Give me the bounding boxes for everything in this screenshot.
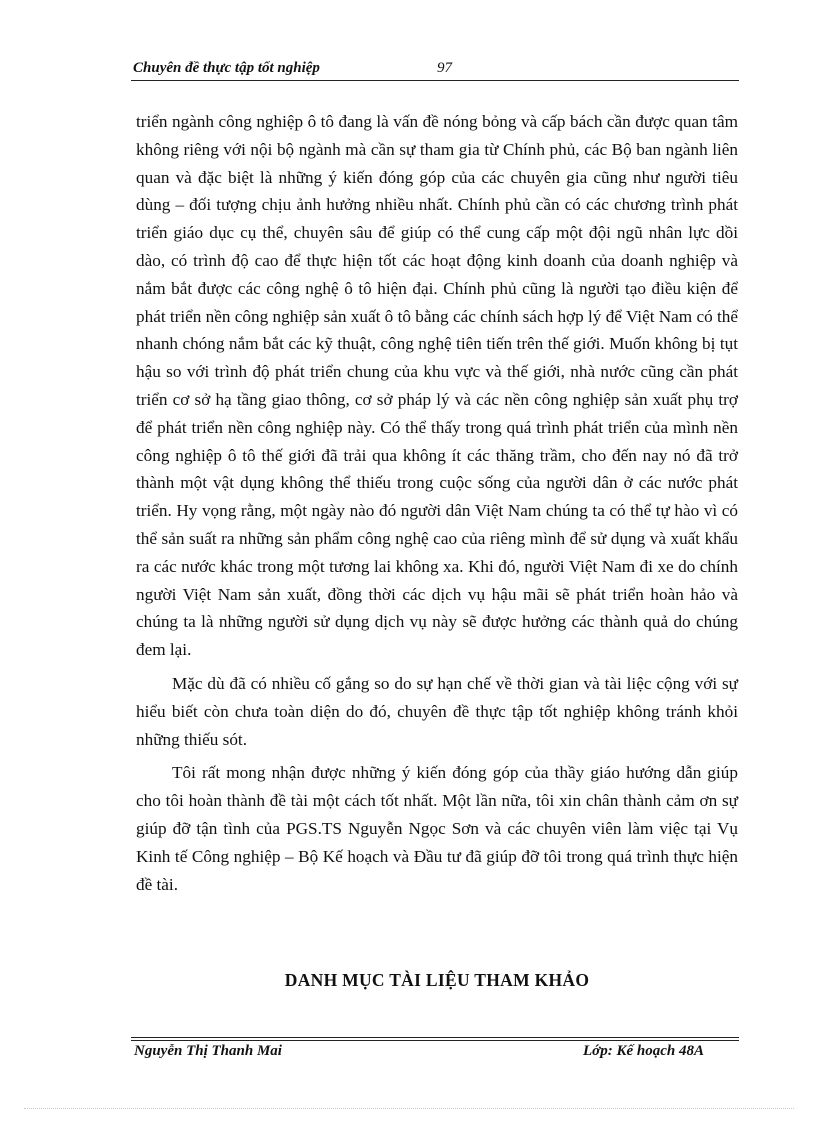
page-number: 97 — [437, 60, 452, 76]
paragraph-3: Tôi rất mong nhận được những ý kiến đóng góp của thầy giáo hướng dẫn giúp cho tôi hoàn thành đề tài một cách tốt nhất. Một lần nữa, tôi xin chân thành cảm ơn sự giúp đỡ tận tình của PGS.TS Nguyễn Ngọc Sơn và các chuyên viên làm việc tại Vụ Kinh tế Công nghiệp – Bộ Kế hoạch và Đầu tư đã giúp đỡ tôi trong quá trình thực hiện đề tài. — [136, 763, 738, 894]
footer-rule-top — [131, 1037, 739, 1038]
header-rule — [131, 80, 739, 81]
section-title: DANH MỤC TÀI LIỆU THAM KHẢO — [284, 970, 590, 990]
body-text — [136, 108, 738, 898]
page-header — [131, 58, 739, 84]
footer-rule-bottom — [131, 1040, 739, 1041]
page-edge — [24, 1108, 794, 1109]
header-title: Chuyên đề thực tập tốt nghiệp — [133, 60, 320, 76]
footer-class: Lớp: Kế hoạch 48A — [583, 1043, 704, 1059]
footer-author: Nguyễn Thị Thanh Mai — [134, 1043, 282, 1059]
paragraph-1: triển ngành công nghiệp ô tô đang là vấn đề nóng bỏng và cấp bách cần được quan tâm không riêng với nội bộ ngành mà cần sự tham gia từ Chính phủ, các Bộ ban ngành liên quan và đặc biệt là những ý kiến đóng góp của các chuyên gia cũng như người tiêu dùng – đối tượng chịu ảnh hưởng nhiều nhất. Chính phủ cần có các chương trình phát triển giáo dục cụ thể, chuyên sâu để giúp có thể cung cấp một đội ngũ nhân lực dồi dào, có trình độ cao để thực hiện tốt các hoạt động kinh doanh của doanh nghiệp và nắm bắt được các công nghệ ô tô hiện đại. Chính phủ cũng là người tạo điều kiện để phát triển nền công nghiệp sản xuất ô tô bằng các chính sách hợp lý để Việt Nam có thể nhanh chóng nắm bắt các kỹ thuật, công nghệ tiên tiến trên thế giới. Muốn không bị tụt hậu so với trình độ phát triển chung của khu vực và thế giới, nhà nước cũng cần phát triển cơ sở hạ tầng giao thông, cơ sở pháp lý và các nền công nghiệp sản xuất phụ trợ để phát triển nền công nghiệp này. Có thể thấy trong quá trình phát triển của mình nền công nghiệp ô tô thế giới đã trải qua không ít các thăng trầm, cho đến nay nó đã trở thành một vật dụng không thể thiếu trong cuộc sống của người dân ở các nước phát triển. Hy vọng rằng, một ngày nào đó người dân Việt Nam chúng ta có thể tự hào vì có thể sản suất ra những sản phẩm công nghệ cao của riêng mình để sử dụng và xuất khẩu ra các nước khác trong một tương lai không xa. Khi đó, người Việt Nam đi xe do chính người Việt Nam sản xuất, đồng thời các dịch vụ hậu mãi sẽ phát triển hoàn hảo và chúng ta là những người sử dụng dịch vụ này sẽ được hưởng các thành quả do chúng đem lại. — [136, 112, 738, 660]
paragraph-2: Mặc dù đã có nhiều cố gắng so do sự hạn chế về thời gian và tài liệc cộng với sự hiểu biết còn chưa toàn diện do đó, chuyên đề thực tập tốt nghiệp không tránh khỏi những thiếu sót. — [136, 673, 738, 749]
